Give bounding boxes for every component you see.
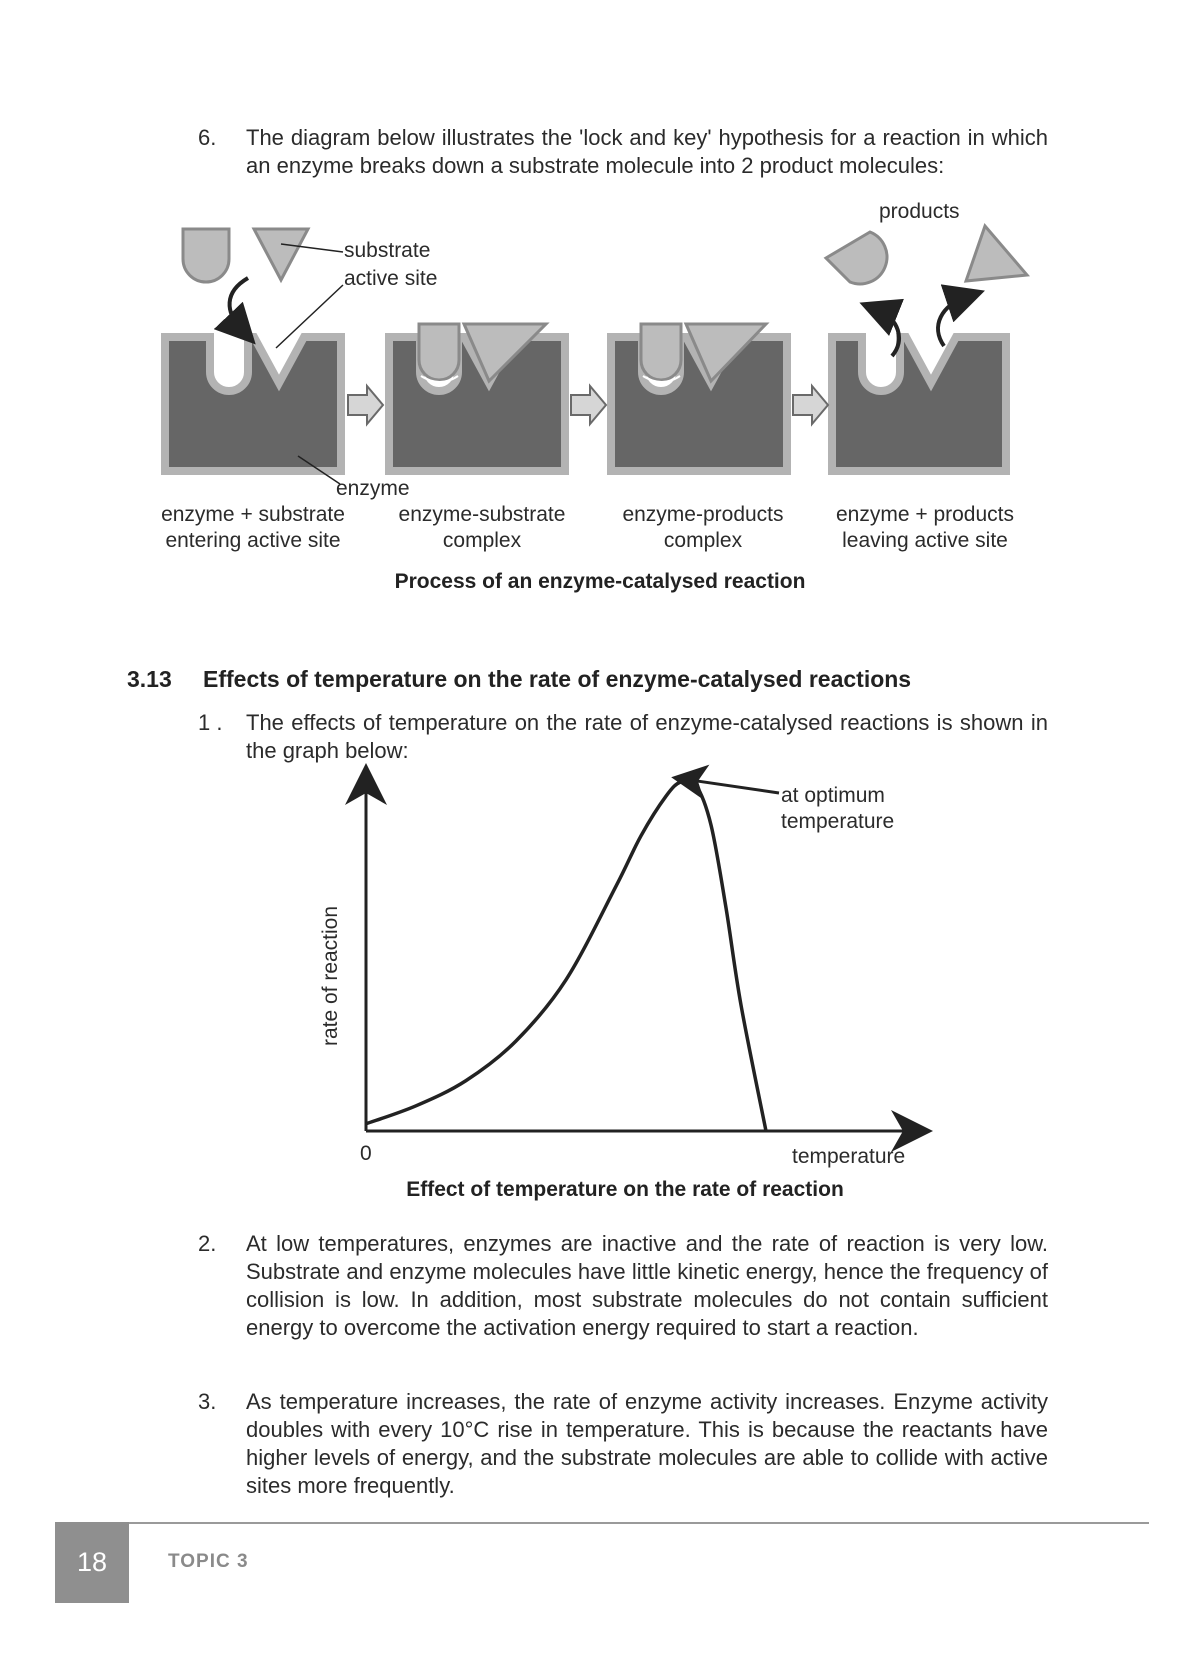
footer-topic: TOPIC 3 <box>168 1551 249 1572</box>
graph-caption: Effect of temperature on the rate of reaction <box>406 1178 844 1201</box>
enzyme-label: enzyme <box>336 477 410 500</box>
active-site-label: active site <box>344 267 438 290</box>
item-number: 2. <box>198 1231 217 1256</box>
item-text: As temperature increases, the rate of enzyme activity increases. Enzyme activity doubles with every 10°C rise in temperature. This is because the reactants have higher levels of energy, and the substrate molecules are able to collide with active sites more frequently. <box>246 1389 1048 1498</box>
x-axis-label: temperature <box>792 1145 906 1168</box>
item-number: 1 . <box>198 710 223 735</box>
origin-label: 0 <box>360 1142 372 1165</box>
stage-label-2: enzyme-substrate complex <box>398 503 566 552</box>
item-text: The diagram below illustrates the 'lock and key' hypothesis for a reaction in which an enzyme breaks down a substrate molecule into 2 product molecules: <box>246 125 1048 178</box>
stage-label-4: enzyme + products leaving active site <box>835 503 1014 552</box>
diagram-caption: Process of an enzyme-catalysed reaction <box>394 570 806 593</box>
section-number: 3.13 <box>127 666 172 692</box>
item-text: At low temperatures, enzymes are inactive and the rate of reaction is very low. Substrate and enzyme molecules have little kinetic energy, hence the frequency of collision is low. In addition, most substrate molecules do not contain sufficient energy to overcome the activation energy required to start a reaction. <box>246 1231 1048 1340</box>
annotation-label: at optimum temperature <box>781 784 895 833</box>
stage-label-1: enzyme + substrate entering active site <box>161 503 345 552</box>
rate-curve <box>366 780 766 1131</box>
item-text: The effects of temperature on the rate of enzyme-catalysed reactions is shown in the graph below: <box>246 710 1048 763</box>
item-number: 3. <box>198 1389 217 1414</box>
optimum-annotation-arrow <box>689 780 779 793</box>
products-label: products <box>879 200 960 223</box>
stage-label-3: enzyme-products complex <box>622 503 784 552</box>
item-number: 6. <box>198 125 217 150</box>
substrate-label: substrate <box>344 239 431 262</box>
footer-rule <box>128 1522 1149 1524</box>
y-axis-label: rate of reaction <box>319 905 342 1047</box>
section-title: Effects of temperature on the rate of enzyme-catalysed reactions <box>203 666 912 692</box>
page-number: 18 <box>55 1522 129 1603</box>
